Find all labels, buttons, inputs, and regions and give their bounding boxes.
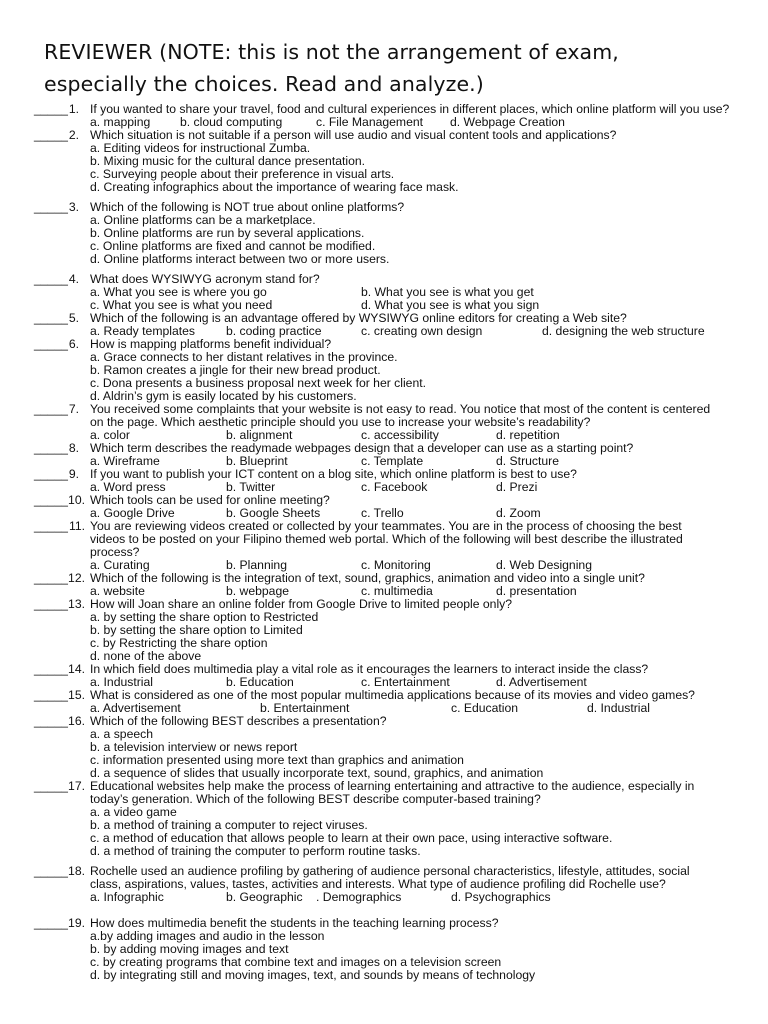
answer-option: d. What you see is what you sign (361, 298, 540, 312)
answer-option: c. File Management (316, 115, 424, 129)
question-number: 15. (68, 688, 85, 702)
answer-option: d. Industrial (587, 701, 651, 715)
answer-option: d. Webpage Creation (450, 115, 565, 129)
answer-option: a. Advertisement (90, 701, 181, 715)
question-number: 18. (68, 864, 85, 878)
answer-option: a. Grace connects to her distant relatives in the province. (90, 350, 398, 364)
question-6 (0, 338, 768, 403)
answer-option: c. What you see is what you need (90, 298, 273, 312)
answer-option: d. Web Designing (496, 558, 592, 572)
question-4 (0, 273, 768, 312)
question-text: How does multimedia benefit the students in the teaching learning process? (90, 916, 499, 930)
question-8 (0, 442, 768, 468)
question-text: Which term describes the readymade webpages design that a developer can use as a starting point? (90, 441, 634, 455)
question-text: How will Joan share an online folder from Google Drive to limited people only? (90, 597, 513, 611)
answer-blank: _____ (34, 337, 68, 351)
answer-option: a. a speech (90, 727, 154, 741)
answer-option: d. designing the web structure (542, 324, 705, 338)
answer-option: a. mapping (90, 115, 151, 129)
answer-option: c. information presented using more text than graphics and animation (90, 753, 464, 767)
question-2 (0, 129, 768, 194)
answer-blank: _____ (34, 519, 68, 533)
question-5 (0, 312, 768, 338)
answer-option: d. presentation (496, 584, 577, 598)
answer-option: b. alignment (226, 428, 293, 442)
answer-option: d. by integrating still and moving images, text, and sounds by means of technology (90, 968, 536, 982)
answer-option: c. a method of education that allows people to learn at their own pace, using interactive software. (90, 831, 613, 845)
answer-blank: _____ (34, 102, 68, 116)
answer-option: a. Editing videos for instructional Zumba. (90, 141, 311, 155)
question-13 (0, 598, 768, 663)
question-text: Educational websites help make the process of learning entertaining and attractive to the audience, especially in today’s generation. Which of the following BEST describe computer-based training? (90, 779, 695, 806)
question-18 (0, 865, 768, 904)
answer-option: a. Ready templates (90, 324, 196, 338)
answer-option: b. cloud computing (180, 115, 283, 129)
answer-option: a. color (90, 428, 130, 442)
answer-option: . Demographics (316, 890, 402, 904)
answer-option: b. What you see is what you get (361, 285, 534, 299)
answer-option: b. Education (226, 675, 294, 689)
answer-option: c. by Restricting the share option (90, 636, 268, 650)
question-7 (0, 403, 768, 442)
answer-option: b. a television interview or news report (90, 740, 298, 754)
question-number: 12. (68, 571, 85, 585)
answer-option: d. a method of training the computer to perform routine tasks. (90, 844, 421, 858)
question-number: 2. (68, 128, 79, 142)
question-text: Which of the following is NOT true about online platforms? (90, 200, 405, 214)
answer-option: c. multimedia (361, 584, 433, 598)
answer-option: b. by setting the share option to Limited (90, 623, 303, 637)
answer-options-row (90, 891, 750, 904)
question-text: How is mapping platforms benefit individual? (90, 337, 332, 351)
answer-blank: _____ (34, 467, 68, 481)
question-9 (0, 468, 768, 494)
question-number: 9. (68, 467, 79, 481)
question-text: Which tools can be used for online meeting? (90, 493, 330, 507)
answer-blank: _____ (34, 493, 68, 507)
answer-option: a. Word press (90, 480, 166, 494)
answer-blank: _____ (34, 402, 68, 416)
question-text: Which of the following is the integration of text, sound, graphics, animation and video into a single unit? (90, 571, 645, 585)
answer-blank: _____ (34, 864, 68, 878)
answer-blank: _____ (34, 714, 68, 728)
answer-option: b. Blueprint (226, 454, 288, 468)
answer-option: b. Ramon creates a jingle for their new bread product. (90, 363, 381, 377)
question-1 (0, 103, 768, 129)
answer-option: d. Online platforms interact between two or more users. (90, 252, 390, 266)
answer-option: c. Surveying people about their preference in visual arts. (90, 167, 395, 181)
answer-option: d. repetition (496, 428, 560, 442)
answer-option: b. Google Sheets (226, 506, 321, 520)
answer-option: d. Zoom (496, 506, 541, 520)
question-number: 7. (68, 402, 79, 416)
question-text: Which of the following is an advantage offered by WYSIWYG online editors for creating a Web site? (90, 311, 627, 325)
answer-option: d. Prezi (496, 480, 538, 494)
answer-option: b. Twitter (226, 480, 276, 494)
question-text: Which situation is not suitable if a person will use audio and visual content tools and applications? (90, 128, 617, 142)
answer-blank: _____ (34, 597, 68, 611)
answer-option: d. a sequence of slides that usually incorporate text, sound, graphics, and animation (90, 766, 544, 780)
answer-blank: _____ (34, 662, 68, 676)
question-number: 16. (68, 714, 85, 728)
answer-option: a. Industrial (90, 675, 154, 689)
question-text: You received some complaints that your website is not easy to read. You notice that most of the content is centered on the page. Which aesthetic principle should you use to increase your website’s readability? (90, 402, 711, 429)
answer-blank: _____ (34, 200, 68, 214)
question-number: 6. (68, 337, 79, 351)
question-number: 5. (68, 311, 79, 325)
answer-option: a.by adding images and audio in the lesson (90, 929, 325, 943)
answer-blank: _____ (34, 916, 68, 930)
answer-option: c. Online platforms are fixed and cannot be modified. (90, 239, 376, 253)
question-number: 11. (68, 519, 85, 533)
answer-option: d. Aldrin’s gym is easily located by his customers. (90, 389, 357, 403)
answer-option: a. Online platforms can be a marketplace. (90, 213, 316, 227)
question-number: 19. (68, 916, 85, 930)
question-number: 1. (68, 102, 79, 116)
answer-option: a. Wireframe (90, 454, 160, 468)
title-line-2: especially the choices. Read and analyze.) (44, 72, 484, 96)
answer-option: c. Template (361, 454, 424, 468)
question-text: In which field does multimedia play a vital role as it encourages the learners to interact inside the class? (90, 662, 649, 676)
question-number: 8. (68, 441, 79, 455)
answer-option: b. coding practice (226, 324, 322, 338)
answer-blank: _____ (34, 128, 68, 142)
answer-option: a. website (90, 584, 145, 598)
answer-option: c. Trello (361, 506, 404, 520)
answer-option: c. Facebook (361, 480, 428, 494)
title-line-1: REVIEWER (NOTE: this is not the arrangement of exam, (44, 40, 619, 64)
answer-option: d. Advertisement (496, 675, 587, 689)
answer-option: a. Infographic (90, 890, 164, 904)
answer-option: c. Entertainment (361, 675, 450, 689)
answer-blank: _____ (34, 272, 68, 286)
question-number: 3. (68, 200, 79, 214)
question-list (0, 103, 768, 982)
answer-option: b. Planning (226, 558, 287, 572)
question-11 (0, 520, 768, 572)
answer-option: a. Curating (90, 558, 150, 572)
answer-blank: _____ (34, 688, 68, 702)
answer-option: b. Entertainment (260, 701, 350, 715)
question-text: Which of the following BEST describes a presentation? (90, 714, 387, 728)
answer-blank: _____ (34, 441, 68, 455)
answer-option: d. Psychographics (451, 890, 551, 904)
answer-option: c. Monitoring (361, 558, 431, 572)
question-number: 13. (68, 597, 85, 611)
question-15 (0, 689, 768, 715)
answer-option: c. Education (451, 701, 519, 715)
answer-option: c. by creating programs that combine text and images on a television screen (90, 955, 502, 969)
answer-option: b. webpage (226, 584, 290, 598)
question-text: If you wanted to share your travel, food and cultural experiences in different places, which online platform will you use? (90, 102, 730, 116)
answer-option: d. Creating infographics about the importance of wearing face mask. (90, 180, 459, 194)
question-number: 4. (68, 272, 79, 286)
answer-option: b. Mixing music for the cultural dance presentation. (90, 154, 366, 168)
answer-option: a. by setting the share option to Restricted (90, 610, 319, 624)
page-title (44, 36, 744, 100)
question-number: 17. (68, 779, 85, 793)
question-text: What is considered as one of the most popular multimedia applications because of its movies and video games? (90, 688, 695, 702)
question-text: If you want to publish your ICT content on a blog site, which online platform is best to use? (90, 467, 577, 481)
question-14 (0, 663, 768, 689)
answer-blank: _____ (34, 779, 68, 793)
question-17 (0, 780, 768, 858)
answer-option: b. Geographic (226, 890, 303, 904)
question-number: 10. (68, 493, 85, 507)
question-19 (0, 917, 768, 982)
answer-option: c. creating own design (361, 324, 483, 338)
answer-option: b. a method of training a computer to reject viruses. (90, 818, 368, 832)
question-10 (0, 494, 768, 520)
answer-option: d. none of the above (90, 649, 202, 663)
answer-option: a. Google Drive (90, 506, 175, 520)
question-text: You are reviewing videos created or collected by your teammates. You are in the process of choosing the best videos to be posted on your Filipino themed web portal. Which of the following will best describe the illustrated process? (90, 519, 683, 559)
answer-option: b. by adding moving images and text (90, 942, 289, 956)
answer-option: a. What you see is where you go (90, 285, 267, 299)
question-12 (0, 572, 768, 598)
answer-option: d. Structure (496, 454, 559, 468)
answer-option: b. Online platforms are run by several applications. (90, 226, 365, 240)
answer-option: c. accessibility (361, 428, 439, 442)
answer-blank: _____ (34, 571, 68, 585)
question-3 (0, 201, 768, 266)
question-text: What does WYSIWYG acronym stand for? (90, 272, 320, 286)
question-16 (0, 715, 768, 780)
answer-option: c. Dona presents a business proposal next week for her client. (90, 376, 427, 390)
question-number: 14. (68, 662, 85, 676)
answer-option: a. a video game (90, 805, 177, 819)
question-text: Rochelle used an audience profiling by gathering of audience personal characteristics, lifestyle, attitudes, social class, aspirations, values, tastes, activities and interests. What type of audience profiling did Rochelle use? (90, 864, 690, 891)
answer-blank: _____ (34, 311, 68, 325)
